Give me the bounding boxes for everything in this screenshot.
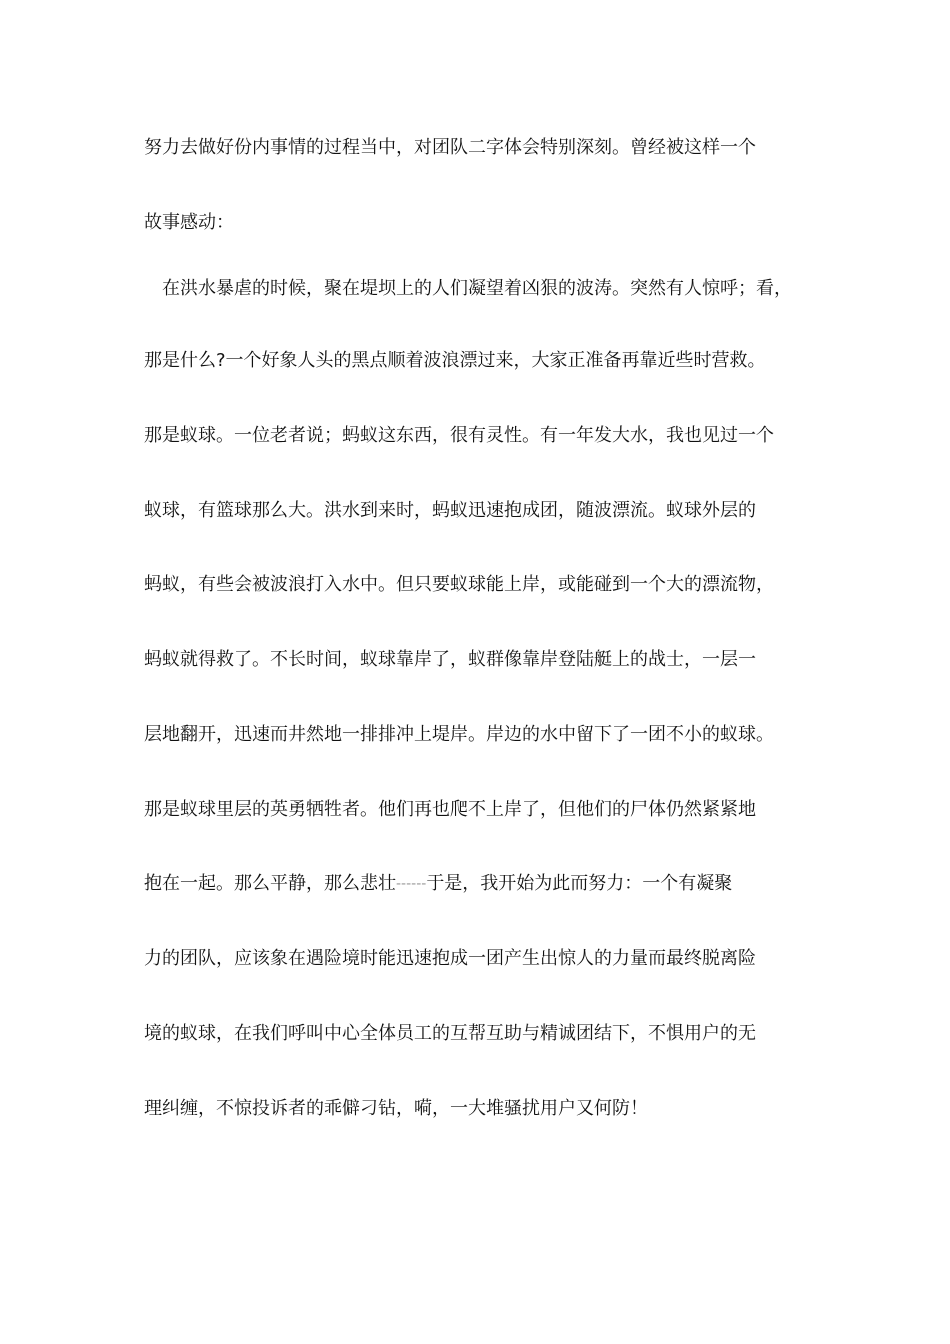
- paragraph-line: 那是蚁球。一位老者说；蚂蚁这东西，很有灵性。有一年发大水，我也见过一个: [144, 425, 774, 446]
- paragraph-line: 那是什么?一个好象人头的黑点顺着波浪漂过来，大家正准备再靠近些时营救。: [144, 350, 766, 371]
- paragraph-line: 努力去做好份内事情的过程当中，对团队二字体会特别深刻。曾经被这样一个: [144, 137, 756, 158]
- paragraph-line: 蚁球，有篮球那么大。洪水到来时，蚂蚁迅速抱成团，随波漂流。蚁球外层的: [144, 500, 756, 521]
- paragraph-line: 蚂蚁，有些会被波浪打入水中。但只要蚁球能上岸，或能碰到一个大的漂流物，: [144, 574, 774, 595]
- paragraph-line: 在洪水暴虐的时候，聚在堤坝上的人们凝望着凶狠的波涛。突然有人惊呼；看，: [162, 278, 792, 299]
- paragraph-line: [144, 869, 824, 899]
- line-segment: 抱在一起。那么平静，那么悲壮: [144, 873, 396, 894]
- paragraph-line: 力的团队，应该象在遇险境时能迅速抱成一团产生出惊人的力量而最终脱离险: [144, 948, 756, 969]
- paragraph-line: 层地翻开，迅速而井然地一排排冲上堤岸。岸边的水中留下了一团不小的蚁球。: [144, 724, 774, 745]
- line-segment: 于是，我开始为此而努力：一个有凝聚: [426, 873, 733, 894]
- paragraph-line: 境的蚁球，在我们呼叫中心全体员工的互帮互助与精诚团结下，不惧用户的无: [144, 1023, 756, 1044]
- paragraph-line: 蚂蚁就得救了。不长时间，蚁球靠岸了，蚁群像靠岸登陆艇上的战士，一层一: [144, 649, 756, 670]
- dash-separator: ------: [396, 876, 427, 892]
- paragraph-line: 故事感动：: [144, 212, 234, 233]
- paragraph-line: 理纠缠，不惊投诉者的乖僻刁钻，嗬，一大堆骚扰用户又何防！: [144, 1098, 648, 1119]
- paragraph-line: 那是蚁球里层的英勇牺牲者。他们再也爬不上岸了，但他们的尸体仍然紧紧地: [144, 799, 756, 820]
